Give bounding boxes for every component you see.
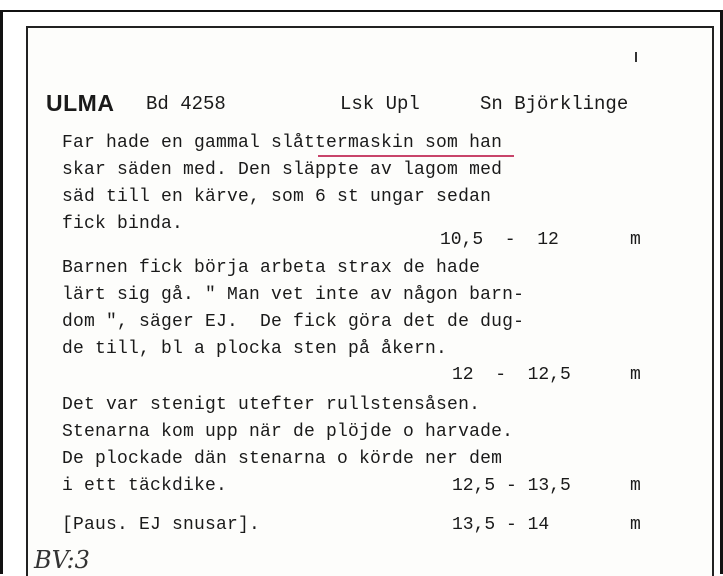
punch-mark <box>635 52 637 62</box>
highlight-underline <box>318 155 514 157</box>
text-line: dom ", säger EJ. De fick göra det de dug- <box>62 312 525 332</box>
parish-name: Sn Björklinge <box>480 93 629 115</box>
archive-brand: ULMA <box>46 90 115 116</box>
text-line: Stenarna kom upp när de plöjde o harvade. <box>62 422 514 442</box>
time-range: 12,5 - 13,5 <box>452 476 571 496</box>
time-unit: m <box>630 230 641 250</box>
time-range: 12 - 12,5 <box>452 365 571 385</box>
text-line: Far hade en gammal slåttermaskin som han <box>62 133 503 153</box>
text-line: fick binda. <box>62 214 184 234</box>
text-line: i ett täckdike. <box>62 476 228 496</box>
landscape-code: Lsk Upl <box>340 93 420 115</box>
text-line: Det var stenigt utefter rullstensåsen. <box>62 395 481 415</box>
text-line: skar säden med. Den släppte av lagom med <box>62 160 503 180</box>
time-range: 10,5 - 12 <box>440 230 559 250</box>
text-line: säd till en kärve, som 6 st ungar sedan <box>62 187 492 207</box>
scan-border-top <box>0 10 723 12</box>
text-line: Barnen fick börja arbeta strax de hade <box>62 258 481 278</box>
text-line: [Paus. EJ snusar]. <box>62 515 261 535</box>
card-header <box>0 90 723 120</box>
text-line: lärt sig gå. " Man vet inte av någon barn- <box>62 285 525 305</box>
text-line: De plockade dän stenarna o körde ner dem <box>62 449 503 469</box>
text-line: de till, bl a plocka sten på åkern. <box>62 339 448 359</box>
handwritten-note: BV:3 <box>34 546 90 574</box>
time-range: 13,5 - 14 <box>452 515 550 535</box>
time-unit: m <box>630 515 641 535</box>
time-unit: m <box>630 476 641 496</box>
archive-number: Bd 4258 <box>146 93 226 115</box>
time-unit: m <box>630 365 641 385</box>
